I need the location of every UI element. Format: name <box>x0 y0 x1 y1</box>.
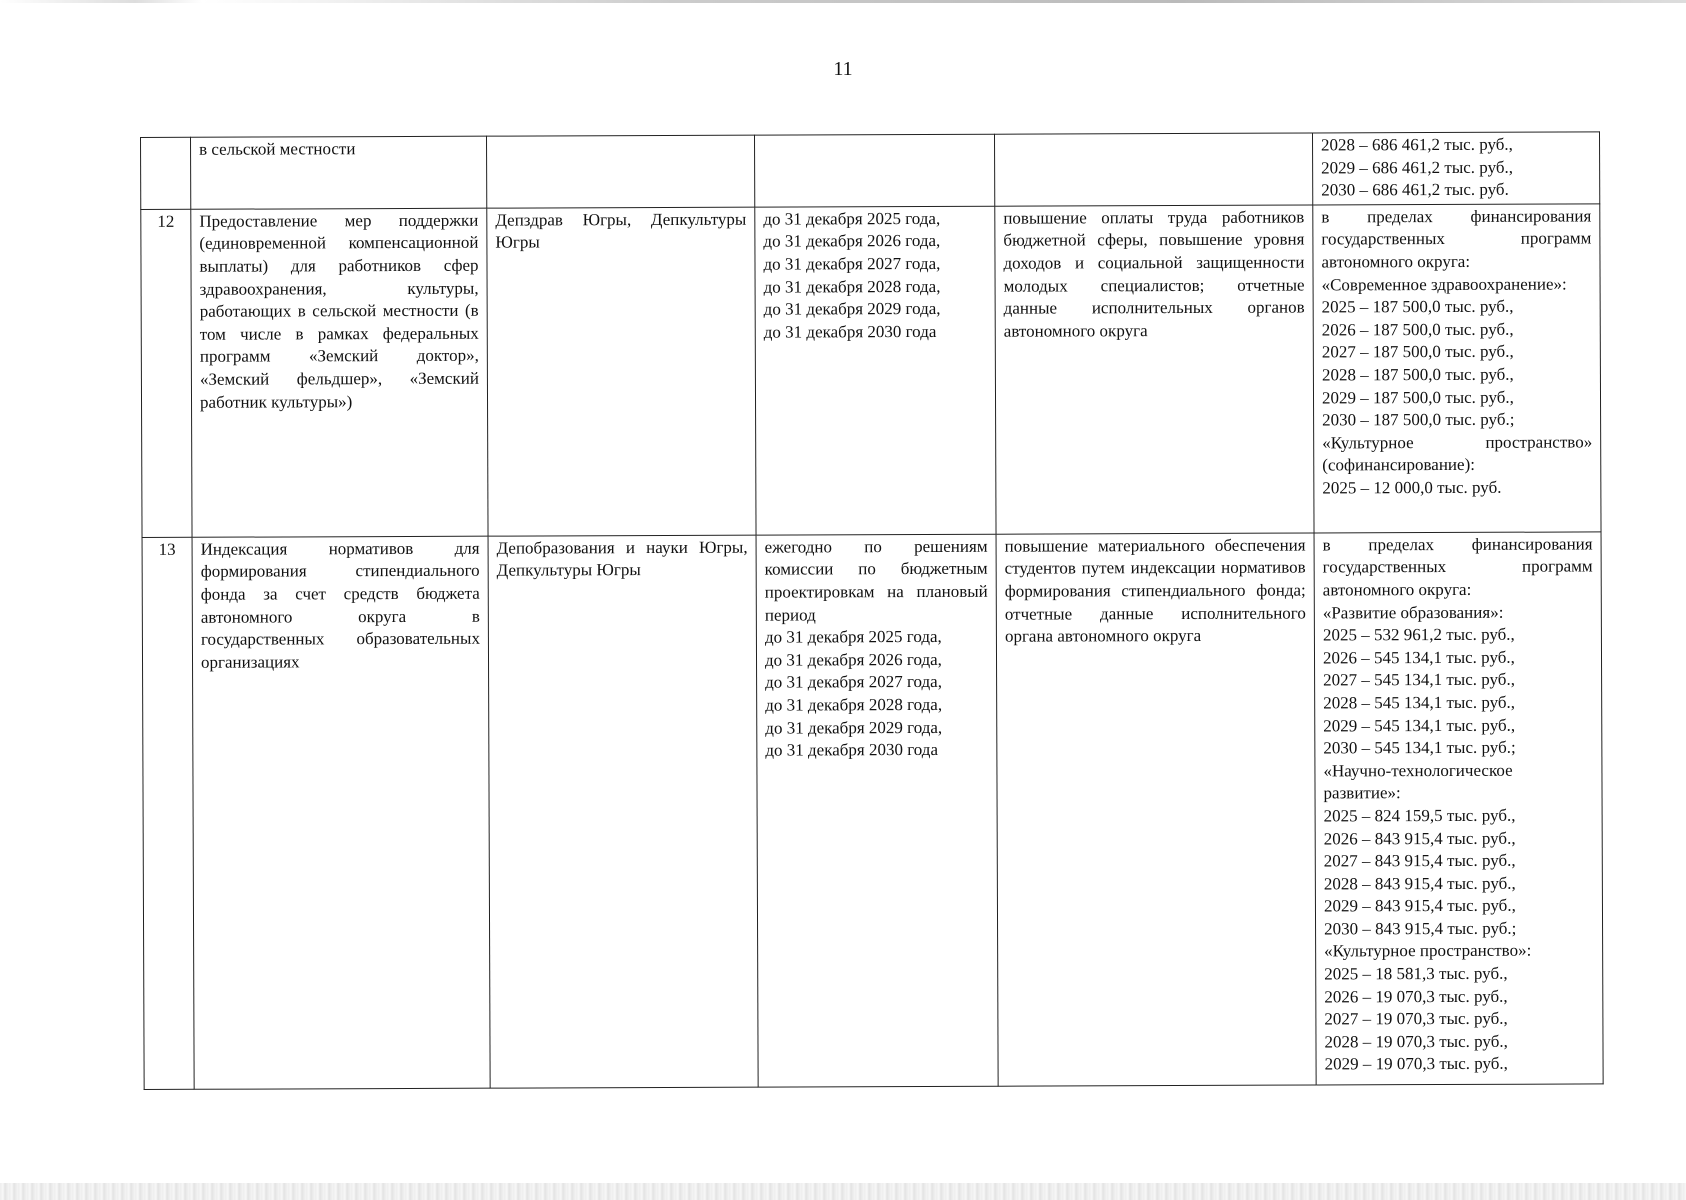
row-number-cell <box>141 137 191 209</box>
financing-line: «Культурное пространство» (софинансирование): <box>1322 432 1593 475</box>
deadline-line: до 31 декабря 2029 года, <box>763 299 941 319</box>
financing-line: 2030 – 843 915,4 тыс. руб.; <box>1324 918 1517 939</box>
financing-line: «Научно-технологическое развитие»: <box>1323 760 1513 803</box>
deadline-cell <box>755 206 996 535</box>
deadline-line: до 31 декабря 2028 года, <box>763 276 941 297</box>
financing-line: 2026 – 545 134,1 тыс. руб., <box>1322 647 1515 668</box>
table-row-13 <box>142 532 1603 1090</box>
result-cell: повышение оплаты труда работников бюджетной сферы, повышение уровня доходов и социальной защищенности молодых специалистов; отчетные данные исполнительных органов автономного округа <box>995 205 1314 534</box>
financing-line: «Развитие образования»: <box>1322 602 1504 623</box>
financing-line: 2029 – 843 915,4 тыс. руб., <box>1323 896 1516 916</box>
measure-cell: Предоставление мер поддержки (единовременной компенсационной выплаты) для работников сфер здравоохранения, культуры, работающих в сельской местности (в том числе в рамках федеральных программ «Земский доктор», «Земский фельдшер», «Земский работник культуры») <box>191 208 488 537</box>
measures-table <box>140 131 1604 1089</box>
responsible-cell: Депобразования и науки Югры, Депкультуры Югры <box>488 535 758 1088</box>
row-number-cell: 12 <box>141 209 192 537</box>
deadline-cell <box>754 134 994 207</box>
deadline-line: до 31 декабря 2026 года, <box>763 231 941 251</box>
financing-line: 2028 – 19 070,3 тыс. руб., <box>1324 1031 1508 1052</box>
financing-line: 2030 – 686 461,2 тыс. руб. <box>1321 179 1509 200</box>
row-number-cell: 13 <box>142 537 194 1089</box>
financing-line: 2028 – 686 461,2 тыс. руб., <box>1321 134 1513 155</box>
deadline-line: до 31 декабря 2027 года, <box>763 253 941 274</box>
financing-line: 2029 – 545 134,1 тыс. руб., <box>1323 715 1516 735</box>
financing-line: 2029 – 686 461,2 тыс. руб., <box>1321 157 1514 178</box>
financing-line: 2028 – 843 915,4 тыс. руб., <box>1323 873 1516 894</box>
financing-line: 2025 – 824 159,5 тыс. руб., <box>1323 805 1516 826</box>
financing-line: 2025 – 12 000,0 тыс. руб. <box>1322 477 1502 498</box>
deadline-line: до 31 декабря 2030 года <box>765 740 939 760</box>
financing-line: 2029 – 187 500,0 тыс. руб., <box>1321 387 1514 407</box>
financing-line: «Современное здравоохранение»: <box>1321 274 1567 295</box>
financing-line: 2025 – 532 961,2 тыс. руб., <box>1322 624 1515 645</box>
financing-cell <box>1314 532 1603 1085</box>
financing-line: 2028 – 545 134,1 тыс. руб., <box>1323 692 1516 713</box>
page-number: 11 <box>833 58 853 80</box>
responsible-cell: Депздрав Югры, Депкультуры Югры <box>487 207 756 536</box>
table-row-continuation <box>141 132 1600 209</box>
financing-line: 2027 – 187 500,0 тыс. руб., <box>1321 342 1514 362</box>
deadline-intro: ежегодно по решениям комиссии по бюджетным проектировкам на плановый период <box>764 536 988 625</box>
table-row-12 <box>141 204 1601 538</box>
financing-line: 2030 – 187 500,0 тыс. руб.; <box>1322 409 1515 430</box>
financing-line: 2028 – 187 500,0 тыс. руб., <box>1321 364 1514 385</box>
financing-line: 2029 – 19 070,3 тыс. руб., <box>1324 1054 1508 1074</box>
deadline-line: до 31 декабря 2027 года, <box>765 672 943 692</box>
financing-line: «Культурное пространство»: <box>1324 941 1532 961</box>
financing-cell <box>1313 204 1601 533</box>
deadline-line: до 31 декабря 2030 года <box>763 321 937 342</box>
measure-cell: в сельской местности <box>191 136 487 209</box>
deadline-line: до 31 декабря 2025 года, <box>763 208 941 229</box>
deadline-line: до 31 декабря 2028 года, <box>765 694 943 715</box>
financing-line: 2026 – 843 915,4 тыс. руб., <box>1323 828 1516 848</box>
deadline-cell <box>756 534 998 1087</box>
financing-line: 2027 – 545 134,1 тыс. руб., <box>1323 670 1515 690</box>
measure-cell: Индексация нормативов для формирования стипендиального фонда за счет средств бюджета автономного округа в государственных образовательных организациях <box>192 536 490 1089</box>
financing-intro: в пределах финансирования государственных программ автономного округа: <box>1321 206 1592 272</box>
deadline-line: до 31 декабря 2026 года, <box>764 649 942 670</box>
financing-line: 2027 – 19 070,3 тыс. руб., <box>1324 1009 1508 1029</box>
scan-edge-bottom <box>0 1183 1686 1200</box>
financing-cell <box>1312 132 1599 205</box>
result-cell: повышение материального обеспечения студентов путем индексации нормативов формирования стипендиального фонда; отчетные данные исполнительного органа автономного округа <box>996 533 1316 1086</box>
scan-edge-top <box>0 0 1686 3</box>
result-cell <box>994 133 1312 206</box>
financing-line: 2025 – 18 581,3 тыс. руб., <box>1324 963 1508 984</box>
responsible-cell <box>486 135 754 208</box>
financing-line: 2026 – 187 500,0 тыс. руб., <box>1321 319 1514 340</box>
financing-line: 2030 – 545 134,1 тыс. руб.; <box>1323 737 1516 758</box>
financing-line: 2027 – 843 915,4 тыс. руб., <box>1323 850 1516 871</box>
financing-line: 2026 – 19 070,3 тыс. руб., <box>1324 986 1508 1007</box>
deadline-line: до 31 декабря 2025 года, <box>764 627 942 647</box>
financing-line: 2025 – 187 500,0 тыс. руб., <box>1321 296 1514 317</box>
deadline-line: до 31 декабря 2029 года, <box>765 717 943 738</box>
financing-intro: в пределах финансирования государственных программ автономного округа: <box>1322 534 1593 600</box>
